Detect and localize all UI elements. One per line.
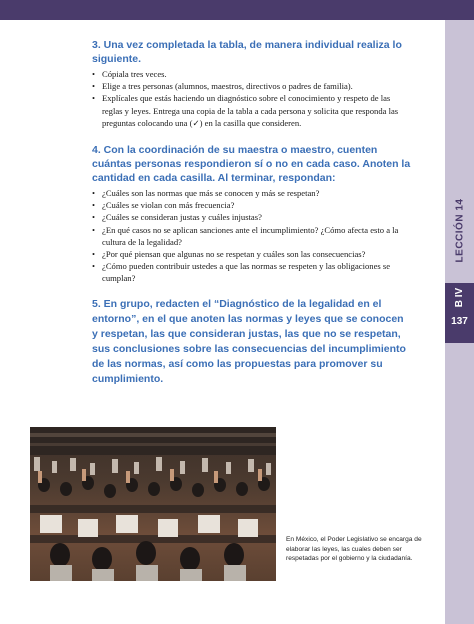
legislature-photo [30,427,276,581]
list-item: • ¿En qué casos no se aplican sanciones ante el incumplimiento? ¿Cómo afecta esto a la cultura de la legalidad? [92,224,412,248]
list-item: • ¿Cuáles son las normas que más se conocen y más se respetan? [92,187,412,199]
photo-caption: En México, el Poder Legislativo se encarga de elaborar las leyes, las cuales deben ser respetadas por el gobierno y la ciudadanía. [286,536,422,563]
list-item: • ¿Por qué piensan que algunas no se respetan y cuáles son las consecuencias? [92,248,412,260]
list-item: • Explícales que estás haciendo un diagnóstico sobre el conocimiento y respeto de las reglas y leyes. Entrega una copia de la tabla a cada persona y solicita que responda las preguntas colocando una (✓) en la casilla que consideren. [92,92,412,129]
page-number: 137 [451,316,468,327]
main-content [92,38,412,387]
section-4-list [92,187,412,285]
top-color-bar [0,0,474,20]
lesson-label [445,180,474,280]
section-4-heading: 4. Con la coordinación de su maestra o maestro, cuenten cuántas personas respondieron sí o no en cada caso. Anoten la cantidad en cada casilla. Al terminar, respondan: [92,144,411,185]
list-item: • ¿Cómo pueden contribuir ustedes a que las normas se respeten y las obligaciones se cumplan? [92,260,412,284]
section-4 [92,143,412,285]
block-label-text: B IV [453,287,465,307]
section-5-heading: 5. En grupo, redacten el “Diagnóstico de la legalidad en el entorno”, en el que anoten las normas y leyes que se conocen y respetan, las que consideran justas, las que no se respetan, sus conclusiones sobre las consecuencias del incumplimiento de las normas, así como las propuestas para promover su cumplimiento. [92,297,406,385]
section-3-heading: 3. Una vez completada la tabla, de manera individual realiza lo siguiente. [92,39,402,65]
section-3-list [92,68,412,129]
list-item: • ¿Cuáles se consideran justas y cuáles injustas? [92,211,412,223]
block-label [445,282,474,312]
section-5 [92,297,412,387]
list-item: • ¿Cuáles se violan con más frecuencia? [92,199,412,211]
section-3 [92,38,412,129]
list-item: • Elige a tres personas (alumnos, maestros, directivos o padres de familia). [92,80,412,92]
lesson-label-text: LECCIÓN 14 [454,198,465,262]
legislature-photo-image [30,427,276,581]
list-item: • Cópiala tres veces. [92,68,412,80]
